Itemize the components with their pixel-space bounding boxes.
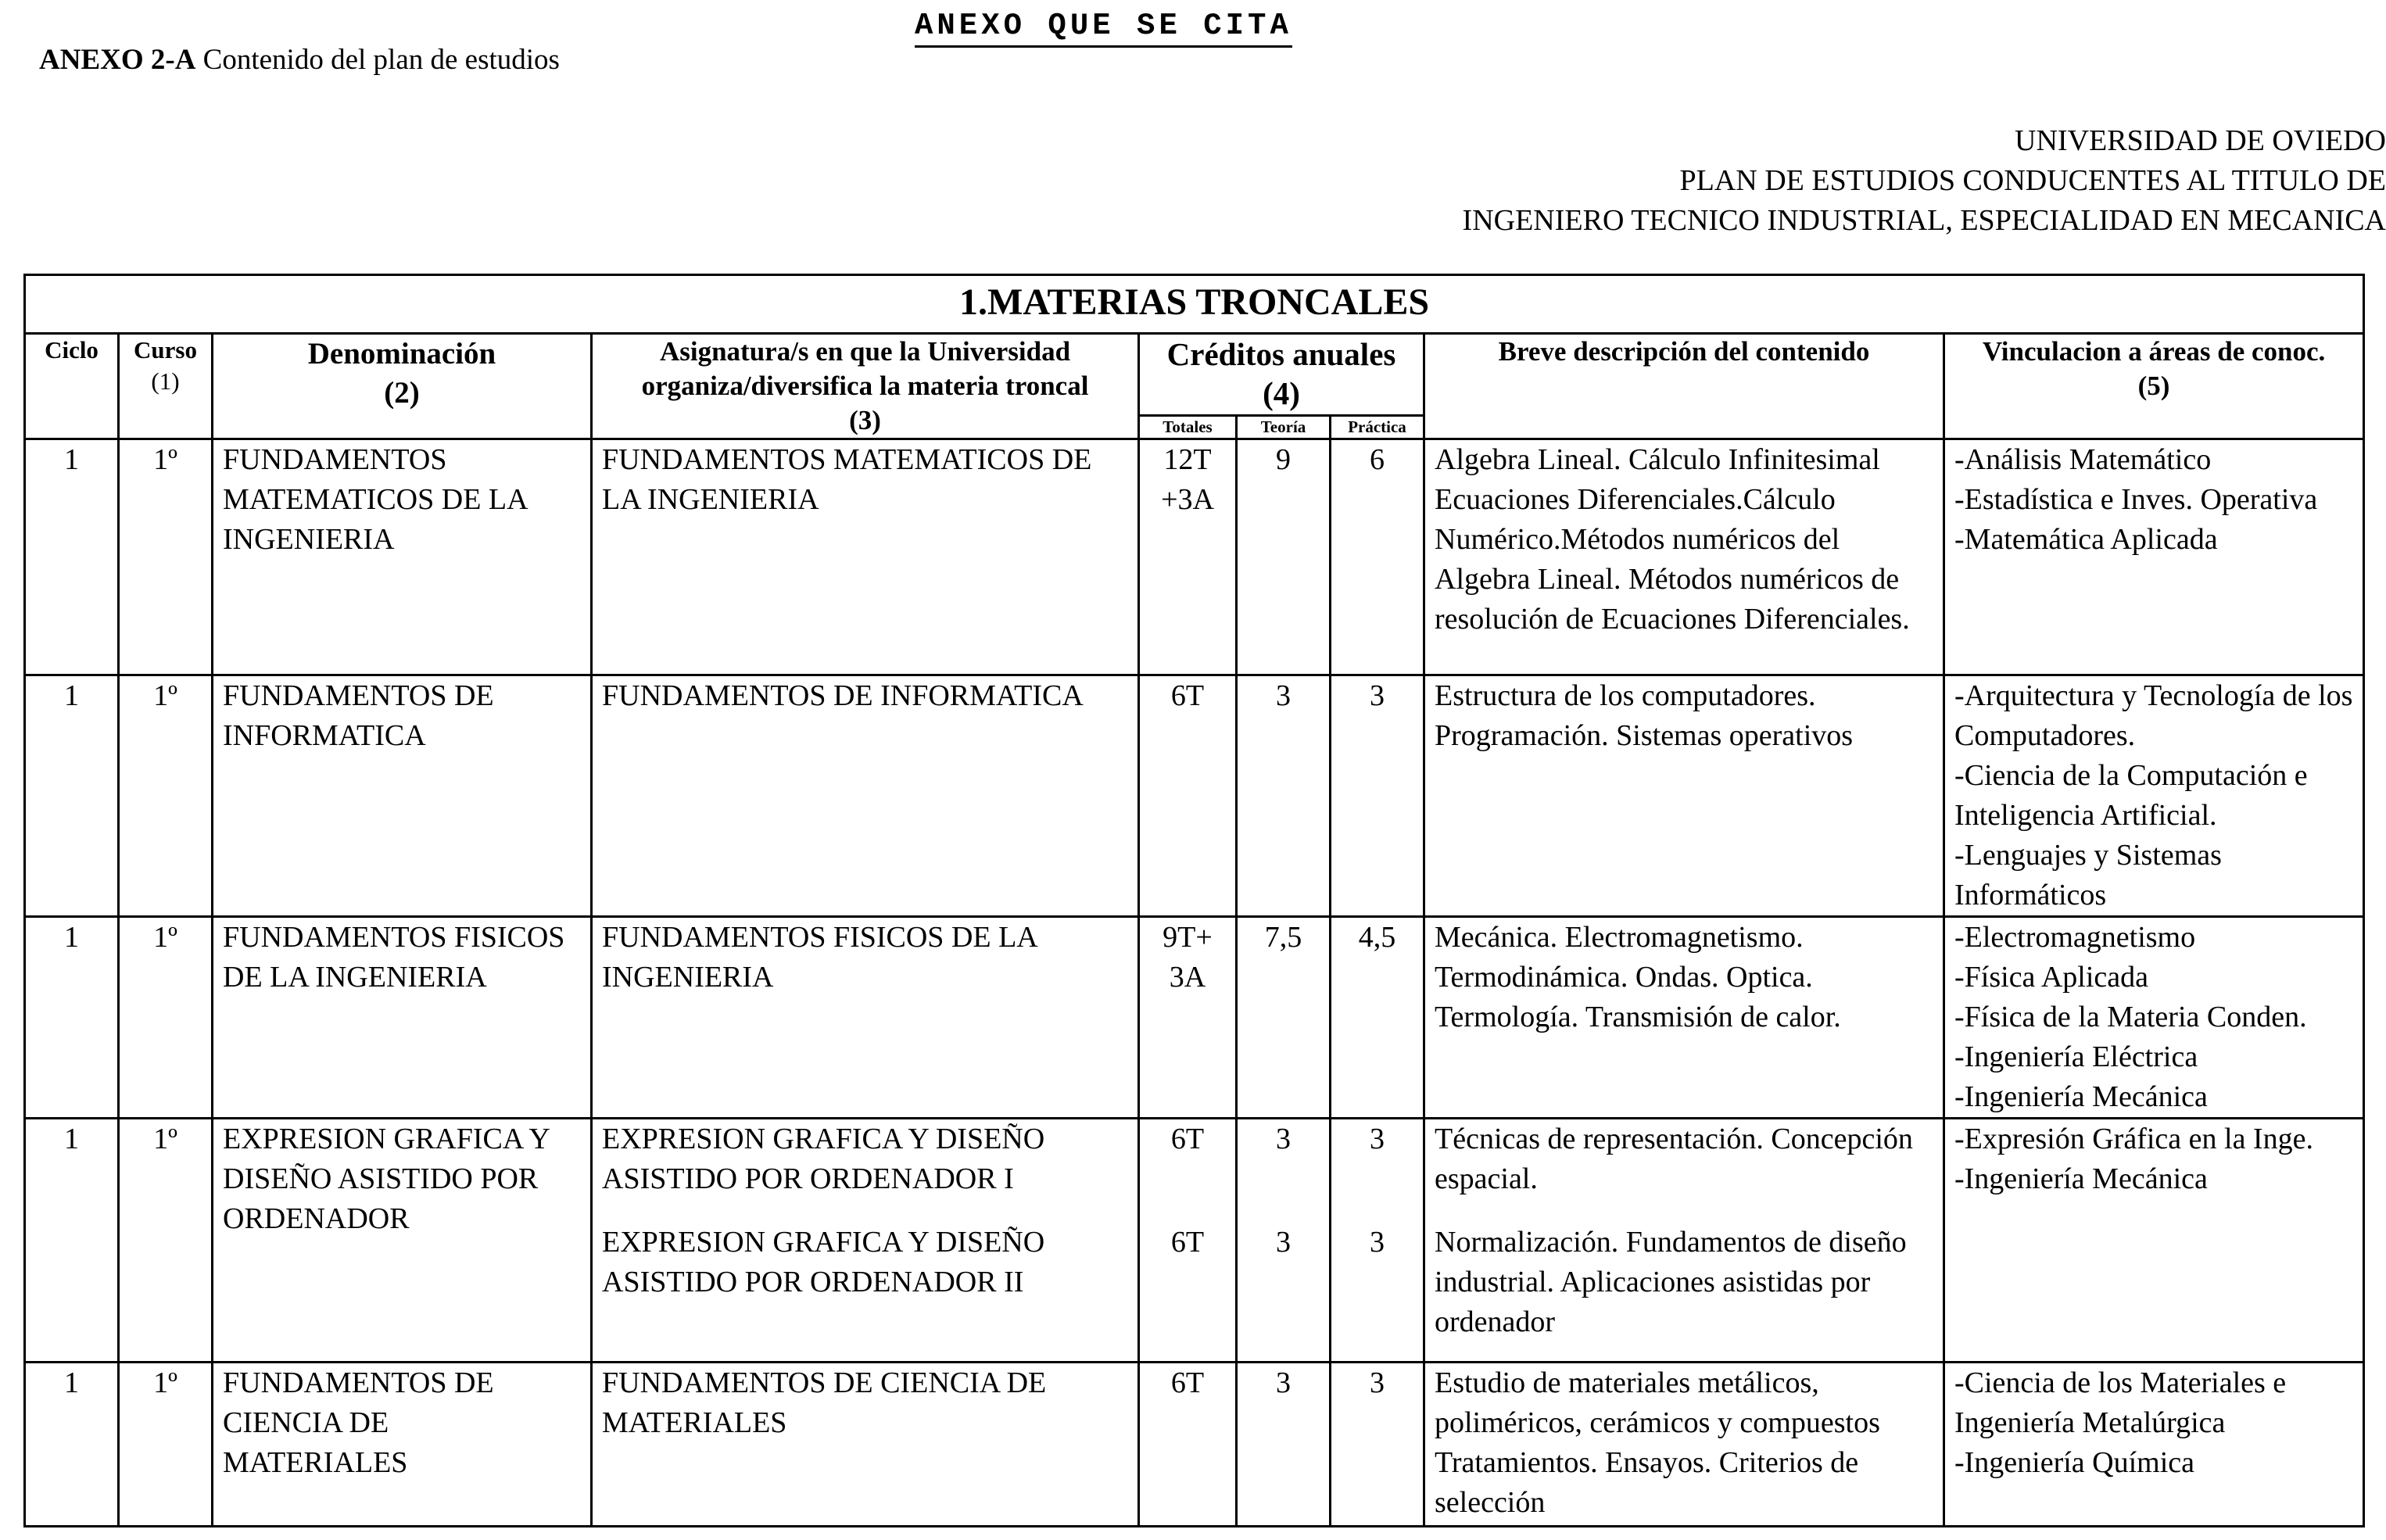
cell-denominacion: FUNDAMENTOS MATEMATICOS DE LA INGENIERIA	[213, 439, 592, 675]
annex-code: ANEXO 2-A	[39, 44, 196, 76]
area-item: -Estadística e Inves. Operativa	[1954, 483, 2318, 516]
cell-areas	[1944, 917, 2364, 1119]
cell-ciclo: 1	[25, 439, 119, 675]
header-totales: Totales	[1139, 416, 1237, 439]
cell-areas	[1944, 439, 2364, 675]
cell-teoria: 3	[1237, 675, 1331, 917]
cell-practica: 3	[1331, 675, 1424, 917]
university-name: UNIVERSIDAD DE OVIEDO	[2015, 124, 2386, 157]
section-title: 1.MATERIAS TRONCALES	[25, 275, 2364, 334]
cell-denominacion: FUNDAMENTOS DE CIENCIA DE MATERIALES	[213, 1363, 592, 1527]
degree-title: INGENIERO TECNICO INDUSTRIAL, ESPECIALIDAD EN MECANICA	[1462, 204, 2386, 237]
cell-totales: 6T	[1139, 675, 1237, 917]
cell-asignatura: FUNDAMENTOS DE CIENCIA DE MATERIALES	[592, 1363, 1139, 1527]
annex-description: Contenido del plan de estudios	[202, 44, 560, 76]
cell-totales: 6T	[1139, 1363, 1237, 1527]
plan-title: PLAN DE ESTUDIOS CONDUCENTES AL TITULO DE	[1679, 164, 2386, 197]
cell-practica: 6	[1331, 439, 1424, 675]
cell-practica: 4,5	[1331, 917, 1424, 1119]
header-descripcion: Breve descripción del contenido	[1424, 334, 1944, 439]
header-curso: Curso (1)	[119, 334, 213, 439]
cell-descripcion	[1424, 1119, 1944, 1363]
area-item: -Física Aplicada	[1954, 961, 2148, 994]
area-item: -Expresión Gráfica en la Inge.	[1954, 1123, 2313, 1155]
area-item: -Física de la Materia Conden.	[1954, 1001, 2307, 1033]
practica-value: 3	[1370, 1226, 1385, 1259]
cell-areas	[1944, 675, 2364, 917]
cell-descripcion: Algebra Lineal. Cálculo Infinitesimal Ecuaciones Diferenciales.Cálculo Numérico.Métodos numéricos del Algebra Lineal. Métodos numéricos de resolución de Ecuaciones Diferenciales.	[1424, 439, 1944, 675]
cell-curso: 1º	[119, 1363, 213, 1527]
cell-teoria: 3	[1237, 1363, 1331, 1527]
area-item: -Ciencia de los Materiales e Ingeniería Metalúrgica	[1954, 1366, 2287, 1439]
cell-denominacion: EXPRESION GRAFICA Y DISEÑO ASISTIDO POR ORDENADOR	[213, 1119, 592, 1363]
cell-curso: 1º	[119, 675, 213, 917]
area-item: -Ciencia de la Computación e Inteligencia Artificial.	[1954, 759, 2308, 832]
teoria-value: 3	[1276, 1123, 1291, 1155]
cell-descripcion: Estructura de los computadores. Programación. Sistemas operativos	[1424, 675, 1944, 917]
totales-value: 6T	[1170, 1123, 1205, 1155]
table-row	[25, 439, 2364, 675]
cell-descripcion: Estudio de materiales metálicos, poliméricos, cerámicos y compuestos Tratamientos. Ensayos. Criterios de selección	[1424, 1363, 1944, 1527]
cell-teoria: 7,5	[1237, 917, 1331, 1119]
table-row	[25, 1119, 2364, 1363]
practica-value: 3	[1370, 1123, 1385, 1155]
cell-descripcion: Mecánica. Electromagnetismo. Termodinámica. Ondas. Optica. Termología. Transmisión de calor.	[1424, 917, 1944, 1119]
header-creditos: Créditos anuales (4)	[1139, 334, 1424, 416]
cell-asignatura: FUNDAMENTOS FISICOS DE LA INGENIERIA	[592, 917, 1139, 1119]
header-ciclo: Ciclo	[25, 334, 119, 439]
cell-ciclo: 1	[25, 675, 119, 917]
cell-totales	[1139, 1119, 1237, 1363]
university-header	[1292, 121, 2386, 241]
header-teoria: Teoría	[1237, 416, 1331, 439]
annex-subtitle	[39, 43, 560, 77]
descripcion-item: Técnicas de representación. Concepción espacial.	[1435, 1123, 1913, 1195]
cell-totales: 12T +3A	[1139, 439, 1237, 675]
asignatura-item: EXPRESION GRAFICA Y DISEÑO ASISTIDO POR ORDENADOR II	[602, 1226, 1045, 1298]
cell-curso: 1º	[119, 1119, 213, 1363]
cell-curso: 1º	[119, 917, 213, 1119]
descripcion-item: Normalización. Fundamentos de diseño industrial. Aplicaciones asistidas por ordenador	[1435, 1226, 1907, 1338]
table-row	[25, 675, 2364, 917]
header-asignatura: Asignatura/s en que la Universidad organiza/diversifica la materia troncal (3)	[592, 334, 1139, 439]
cell-areas	[1944, 1363, 2364, 1527]
area-item: -Ingeniería Mecánica	[1954, 1080, 2208, 1113]
cell-teoria: 9	[1237, 439, 1331, 675]
cell-practica	[1331, 1119, 1424, 1363]
cell-asignatura: FUNDAMENTOS MATEMATICOS DE LA INGENIERIA	[592, 439, 1139, 675]
cell-denominacion: FUNDAMENTOS DE INFORMATICA	[213, 675, 592, 917]
study-plan-table	[23, 274, 2365, 1527]
table-row	[25, 917, 2364, 1119]
area-item: -Ingeniería Química	[1954, 1446, 2195, 1479]
asignatura-item: EXPRESION GRAFICA Y DISEÑO ASISTIDO POR ORDENADOR I	[602, 1123, 1045, 1195]
cell-ciclo: 1	[25, 1119, 119, 1363]
cell-practica: 3	[1331, 1363, 1424, 1527]
area-item: -Análisis Matemático	[1954, 443, 2212, 476]
cell-totales: 9T+ 3A	[1139, 917, 1237, 1119]
cell-ciclo: 1	[25, 917, 119, 1119]
area-item: -Matemática Aplicada	[1954, 523, 2218, 556]
cell-teoria	[1237, 1119, 1331, 1363]
header-vinculacion: Vinculacion a áreas de conoc. (5)	[1944, 334, 2364, 439]
cell-denominacion: FUNDAMENTOS FISICOS DE LA INGENIERIA	[213, 917, 592, 1119]
cell-areas	[1944, 1119, 2364, 1363]
header-practica: Práctica	[1331, 416, 1424, 439]
cell-asignatura: FUNDAMENTOS DE INFORMATICA	[592, 675, 1139, 917]
area-item: -Arquitectura y Tecnología de los Computadores.	[1954, 679, 2353, 752]
table-header-row	[25, 334, 2364, 416]
cell-asignatura	[592, 1119, 1139, 1363]
cell-curso: 1º	[119, 439, 213, 675]
header-denominacion: Denominación (2)	[213, 334, 592, 439]
area-item: -Ingeniería Eléctrica	[1954, 1040, 2198, 1073]
table-row	[25, 1363, 2364, 1527]
annex-title: ANEXO QUE SE CITA	[915, 9, 1292, 48]
area-item: -Lenguajes y Sistemas Informáticos	[1954, 839, 2222, 911]
totales-value: 6T	[1170, 1226, 1205, 1259]
cell-ciclo: 1	[25, 1363, 119, 1527]
area-item: -Ingeniería Mecánica	[1954, 1162, 2208, 1195]
area-item: -Electromagnetismo	[1954, 921, 2196, 954]
teoria-value: 3	[1276, 1226, 1291, 1259]
